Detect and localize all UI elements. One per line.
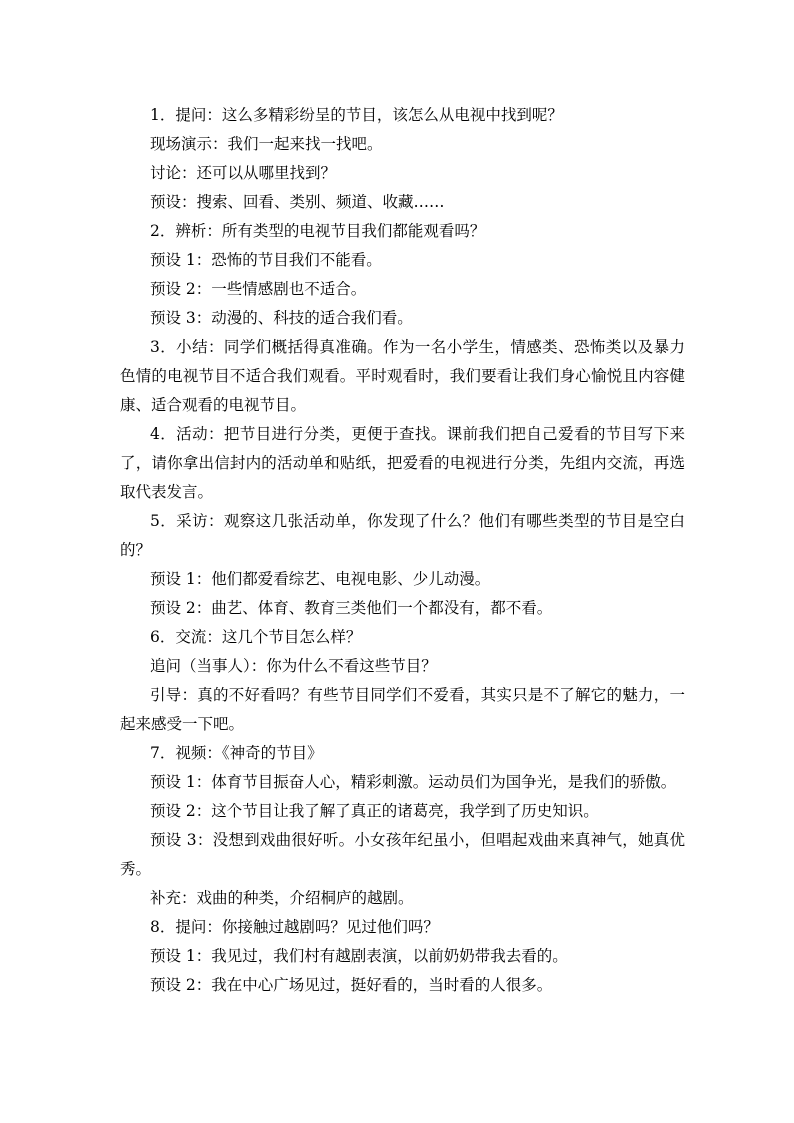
paragraph: 预设：搜索、回看、类别、频道、收藏…… bbox=[150, 193, 445, 211]
paragraph: 预设 1：体育节目振奋人心，精彩刺激。运动员们为国争光，是我们的骄傲。 bbox=[150, 773, 677, 791]
paragraph: 预设 3：没想到戏曲很好听。小女孩年纪虽小，但唱起戏曲来真神气，她真优秀。 bbox=[120, 831, 685, 878]
paragraph: 8．提问：你接触过越剧吗？见过他们吗？ bbox=[150, 918, 439, 936]
paragraph: 预设 2：这个节目让我了解了真正的诸葛亮，我学到了历史知识。 bbox=[150, 802, 599, 820]
paragraph: 3．小结：同学们概括得真准确。作为一名小学生，情感类、恐怖类以及暴力色情的电视节目不适合我们观看。平时观看时，我们要看让我们身心愉悦且内容健康、适合观看的电视节目。 bbox=[120, 338, 685, 414]
paragraph: 预设 2：我在中心广场见过，挺好看的，当时看的人很多。 bbox=[150, 976, 553, 994]
paragraph: 预设 1：恐怖的节目我们不能看。 bbox=[150, 251, 382, 269]
paragraph: 讨论：还可以从哪里找到？ bbox=[150, 164, 337, 182]
paragraph: 预设 3：动漫的、科技的适合我们看。 bbox=[150, 309, 413, 327]
document-body bbox=[120, 101, 685, 1000]
paragraph: 追问（当事人）：你为什么不看这些节目？ bbox=[150, 657, 437, 675]
paragraph: 补充：戏曲的种类，介绍桐庐的越剧。 bbox=[150, 889, 414, 907]
paragraph: 1．提问：这么多精彩纷呈的节目，该怎么从电视中找到呢？ bbox=[150, 106, 563, 124]
paragraph: 6．交流：这几个节目怎么样？ bbox=[150, 628, 362, 646]
paragraph: 5．采访：观察这几张活动单，你发现了什么？他们有哪些类型的节目是空白的？ bbox=[120, 512, 685, 559]
paragraph: 引导：真的不好看吗？有些节目同学们不爱看，其实只是不了解它的魅力，一起来感受一下吧。 bbox=[120, 686, 685, 733]
paragraph: 4．活动：把节目进行分类，更便于查找。课前我们把自己爱看的节目写下来了，请你拿出信封内的活动单和贴纸，把爱看的电视进行分类，先组内交流，再选取代表发言。 bbox=[120, 425, 685, 501]
paragraph: 预设 2：一些情感剧也不适合。 bbox=[150, 280, 367, 298]
paragraph: 预设 2：曲艺、体育、教育三类他们一个都没有，都不看。 bbox=[150, 599, 553, 617]
paragraph: 现场演示：我们一起来找一找吧。 bbox=[150, 135, 383, 153]
paragraph: 2．辨析：所有类型的电视节目我们都能观看吗？ bbox=[150, 222, 486, 240]
paragraph: 预设 1：他们都爱看综艺、电视电影、少儿动漫。 bbox=[150, 570, 491, 588]
paragraph: 预设 1：我见过，我们村有越剧表演，以前奶奶带我去看的。 bbox=[150, 947, 568, 965]
paragraph: 7．视频：《神奇的节目》 bbox=[150, 744, 323, 762]
